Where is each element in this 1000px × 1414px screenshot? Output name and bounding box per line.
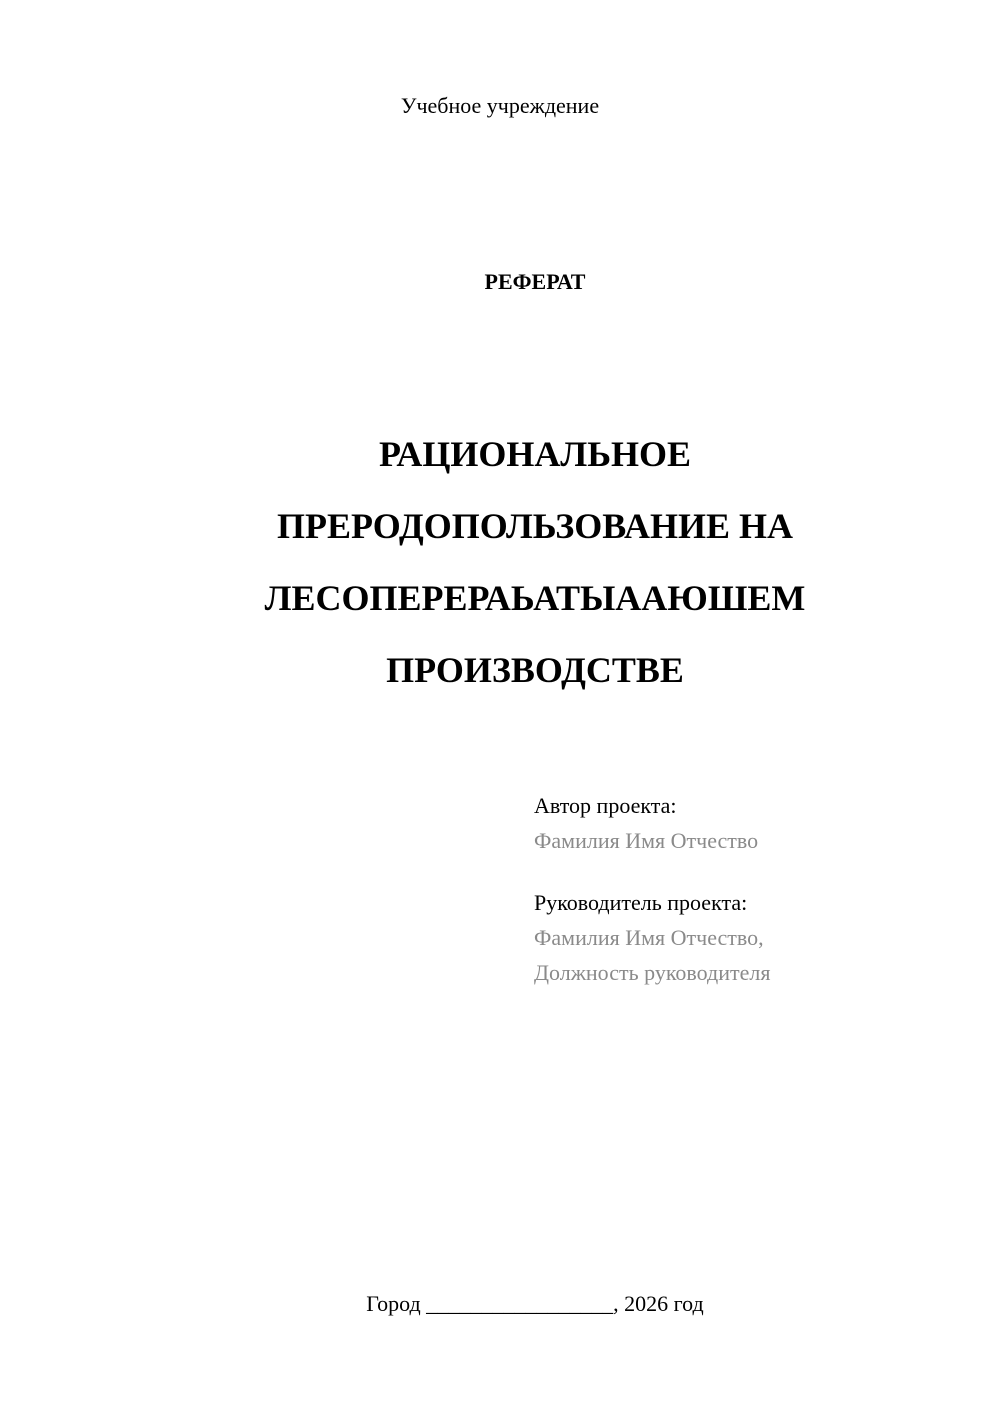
supervisor-label: Руководитель проекта: [534,890,748,915]
supervisor-position: Должность руководителя [534,960,771,985]
supervisor-name: Фамилия Имя Отчество, [534,925,764,950]
city-year: Город _________________, 2026 год [366,1291,704,1316]
institution-name: Учебное учреждение [400,93,600,118]
title-line: РАЦИОНАЛЬНОЕ [378,434,692,474]
project-info [534,788,954,990]
info-spacer [534,858,954,885]
title-line: ПРОИЗВОДСТВЕ [386,650,684,690]
document-type: РЕФЕРАТ [484,269,586,294]
author-name: Фамилия Имя Отчество [534,828,759,853]
author-label: Автор проекта: [534,793,677,818]
title-line: ЛЕСОПЕРЕРАЬАТЫААЮШЕМ [264,578,806,618]
title-line: ПРЕРОДОПОЛЬЗОВАНИЕ НА [277,506,793,546]
document-title [35,400,1000,724]
